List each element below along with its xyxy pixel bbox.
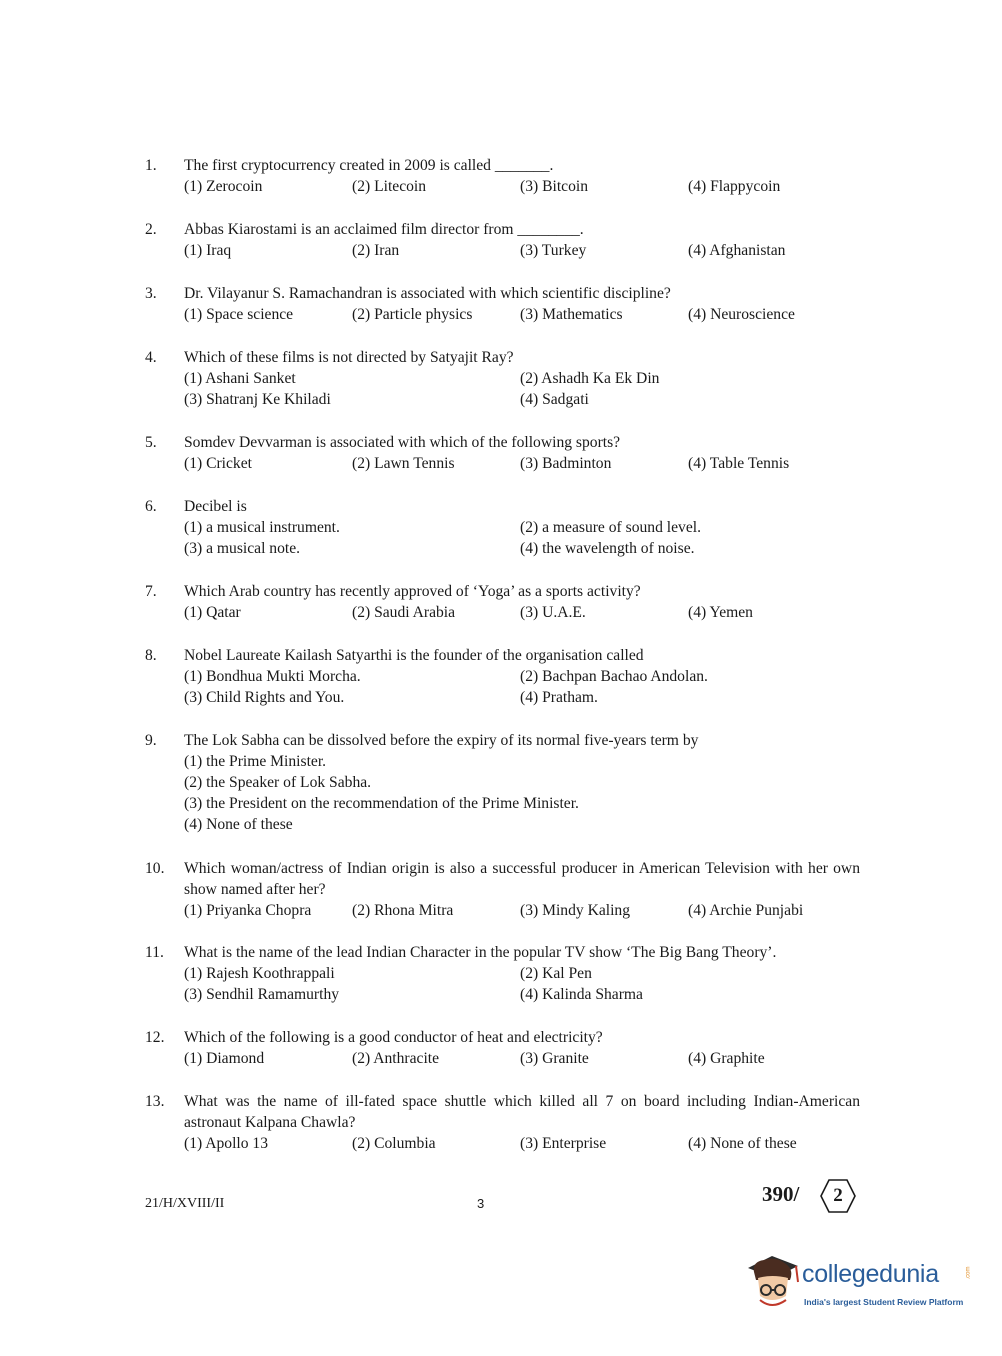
- question-4: [145, 347, 860, 410]
- option-3: (3) Granite: [520, 1050, 589, 1067]
- option-4: (4) Pratham.: [520, 689, 598, 706]
- question-5: [145, 432, 860, 474]
- option-3: (3) the President on the recommendation of the Prime Minister.: [184, 795, 579, 812]
- logo-tagline: India's largest Student Review Platform: [804, 1297, 964, 1307]
- question-number: 11.: [145, 944, 164, 961]
- option-3: (3) Badminton: [520, 455, 612, 472]
- question-text: Which woman/actress of Indian origin is also a successful producer in American Television with her own show named after her?: [184, 860, 860, 898]
- question-3: [145, 283, 860, 325]
- question-number: 13.: [145, 1093, 165, 1110]
- option-3: (3) Turkey: [520, 242, 587, 259]
- option-4: (4) Table Tennis: [688, 455, 790, 472]
- question-10: [145, 858, 860, 921]
- option-2: (2) Litecoin: [352, 178, 427, 195]
- option-1: (1) Iraq: [184, 242, 232, 259]
- option-3: (3) Child Rights and You.: [184, 689, 345, 706]
- question-text: Which Arab country has recently approved of ‘Yoga’ as a sports activity?: [184, 583, 641, 600]
- question-number: 5.: [145, 434, 157, 451]
- question-number: 6.: [145, 498, 157, 515]
- logo-wordmark: collegedunia: [802, 1260, 939, 1288]
- mascot-icon: [742, 1250, 802, 1312]
- option-3: (3) Mathematics: [520, 306, 623, 323]
- question-text: Which of these films is not directed by Satyajit Ray?: [184, 349, 514, 366]
- logo-suffix: .com: [965, 1266, 972, 1280]
- question-8: [145, 645, 860, 708]
- question-text: What was the name of ill-fated space shuttle which killed all 7 on board including Indian-American astronaut Kalpana Chawla?: [184, 1093, 860, 1131]
- option-3: (3) U.A.E.: [520, 604, 586, 621]
- option-4: (4) Yemen: [688, 604, 753, 621]
- question-6: [145, 496, 860, 559]
- option-1: (1) Space science: [184, 306, 294, 323]
- question-number: 2.: [145, 221, 157, 238]
- option-2: (2) Columbia: [352, 1135, 436, 1152]
- option-3: (3) Mindy Kaling: [520, 902, 631, 919]
- question-number: 4.: [145, 349, 157, 366]
- option-4: (4) Kalinda Sharma: [520, 986, 643, 1003]
- question-12: [145, 1027, 860, 1069]
- option-4: (4) None of these: [184, 816, 293, 833]
- question-2: [145, 219, 860, 261]
- question-text: The first cryptocurrency created in 2009 is called _______.: [184, 157, 554, 174]
- question-text: The Lok Sabha can be dissolved before the expiry of its normal five-years term by: [184, 732, 699, 749]
- question-text: Nobel Laureate Kailash Satyarthi is the founder of the organisation called: [184, 647, 644, 664]
- option-3: (3) Sendhil Ramamurthy: [184, 986, 340, 1003]
- question-9: [145, 730, 860, 835]
- option-2: (2) Rhona Mitra: [352, 902, 454, 919]
- question-13: [145, 1091, 860, 1154]
- question-number: 7.: [145, 583, 157, 600]
- paper-code: 21/H/XVIII/II: [145, 1196, 225, 1211]
- option-1: (1) a musical instrument.: [184, 519, 340, 536]
- collegedunia-logo: [742, 1250, 972, 1320]
- question-number: 8.: [145, 647, 157, 664]
- page-number: 3: [477, 1196, 485, 1211]
- option-4: (4) the wavelength of noise.: [520, 540, 695, 557]
- option-1: (1) Apollo 13: [184, 1135, 269, 1152]
- question-7: [145, 581, 860, 623]
- question-1: [145, 155, 860, 197]
- question-number: 9.: [145, 732, 157, 749]
- series-number: 390/: [762, 1182, 800, 1206]
- option-2: (2) Anthracite: [352, 1050, 440, 1067]
- option-3: (3) a musical note.: [184, 540, 301, 557]
- question-text: What is the name of the lead Indian Character in the popular TV show ‘The Big Bang Theory’.: [184, 944, 777, 961]
- question-11: [145, 942, 860, 1005]
- set-number: 2: [833, 1185, 843, 1206]
- option-2: (2) Kal Pen: [520, 965, 592, 982]
- option-3: (3) Shatranj Ke Khiladi: [184, 391, 331, 408]
- option-1: (1) Cricket: [184, 455, 252, 472]
- option-4: (4) Afghanistan: [688, 242, 786, 259]
- option-3: (3) Enterprise: [520, 1135, 607, 1152]
- question-text: Dr. Vilayanur S. Ramachandran is associated with which scientific discipline?: [184, 285, 671, 302]
- option-1: (1) Bondhua Mukti Morcha.: [184, 668, 361, 685]
- option-1: (1) Ashani Sanket: [184, 370, 296, 387]
- question-number: 1.: [145, 157, 157, 174]
- set-badge: [820, 1178, 856, 1214]
- option-2: (2) the Speaker of Lok Sabha.: [184, 774, 372, 791]
- option-4: (4) Neuroscience: [688, 306, 795, 323]
- question-text: Somdev Devvarman is associated with which of the following sports?: [184, 434, 621, 451]
- option-2: (2) Iran: [352, 242, 400, 259]
- option-1: (1) Priyanka Chopra: [184, 902, 312, 919]
- question-text: Which of the following is a good conductor of heat and electricity?: [184, 1029, 603, 1046]
- option-4: (4) Graphite: [688, 1050, 765, 1067]
- option-4: (4) None of these: [688, 1135, 797, 1152]
- option-2: (2) Saudi Arabia: [352, 604, 456, 621]
- question-number: 10.: [145, 860, 165, 877]
- option-2: (2) Particle physics: [352, 306, 473, 323]
- option-1: (1) Qatar: [184, 604, 241, 621]
- question-text: Abbas Kiarostami is an acclaimed film director from ________.: [184, 221, 584, 238]
- option-2: (2) a measure of sound level.: [520, 519, 701, 536]
- option-2: (2) Bachpan Bachao Andolan.: [520, 668, 708, 685]
- option-4: (4) Archie Punjabi: [688, 902, 804, 919]
- option-3: (3) Bitcoin: [520, 178, 588, 195]
- option-1: (1) the Prime Minister.: [184, 753, 327, 770]
- option-1: (1) Zerocoin: [184, 178, 263, 195]
- option-1: (1) Rajesh Koothrappali: [184, 965, 335, 982]
- option-2: (2) Lawn Tennis: [352, 455, 455, 472]
- option-4: (4) Flappycoin: [688, 178, 781, 195]
- question-text: Decibel is: [184, 498, 247, 515]
- option-4: (4) Sadgati: [520, 391, 589, 408]
- option-1: (1) Diamond: [184, 1050, 265, 1067]
- question-number: 12.: [145, 1029, 165, 1046]
- option-2: (2) Ashadh Ka Ek Din: [520, 370, 660, 387]
- question-number: 3.: [145, 285, 157, 302]
